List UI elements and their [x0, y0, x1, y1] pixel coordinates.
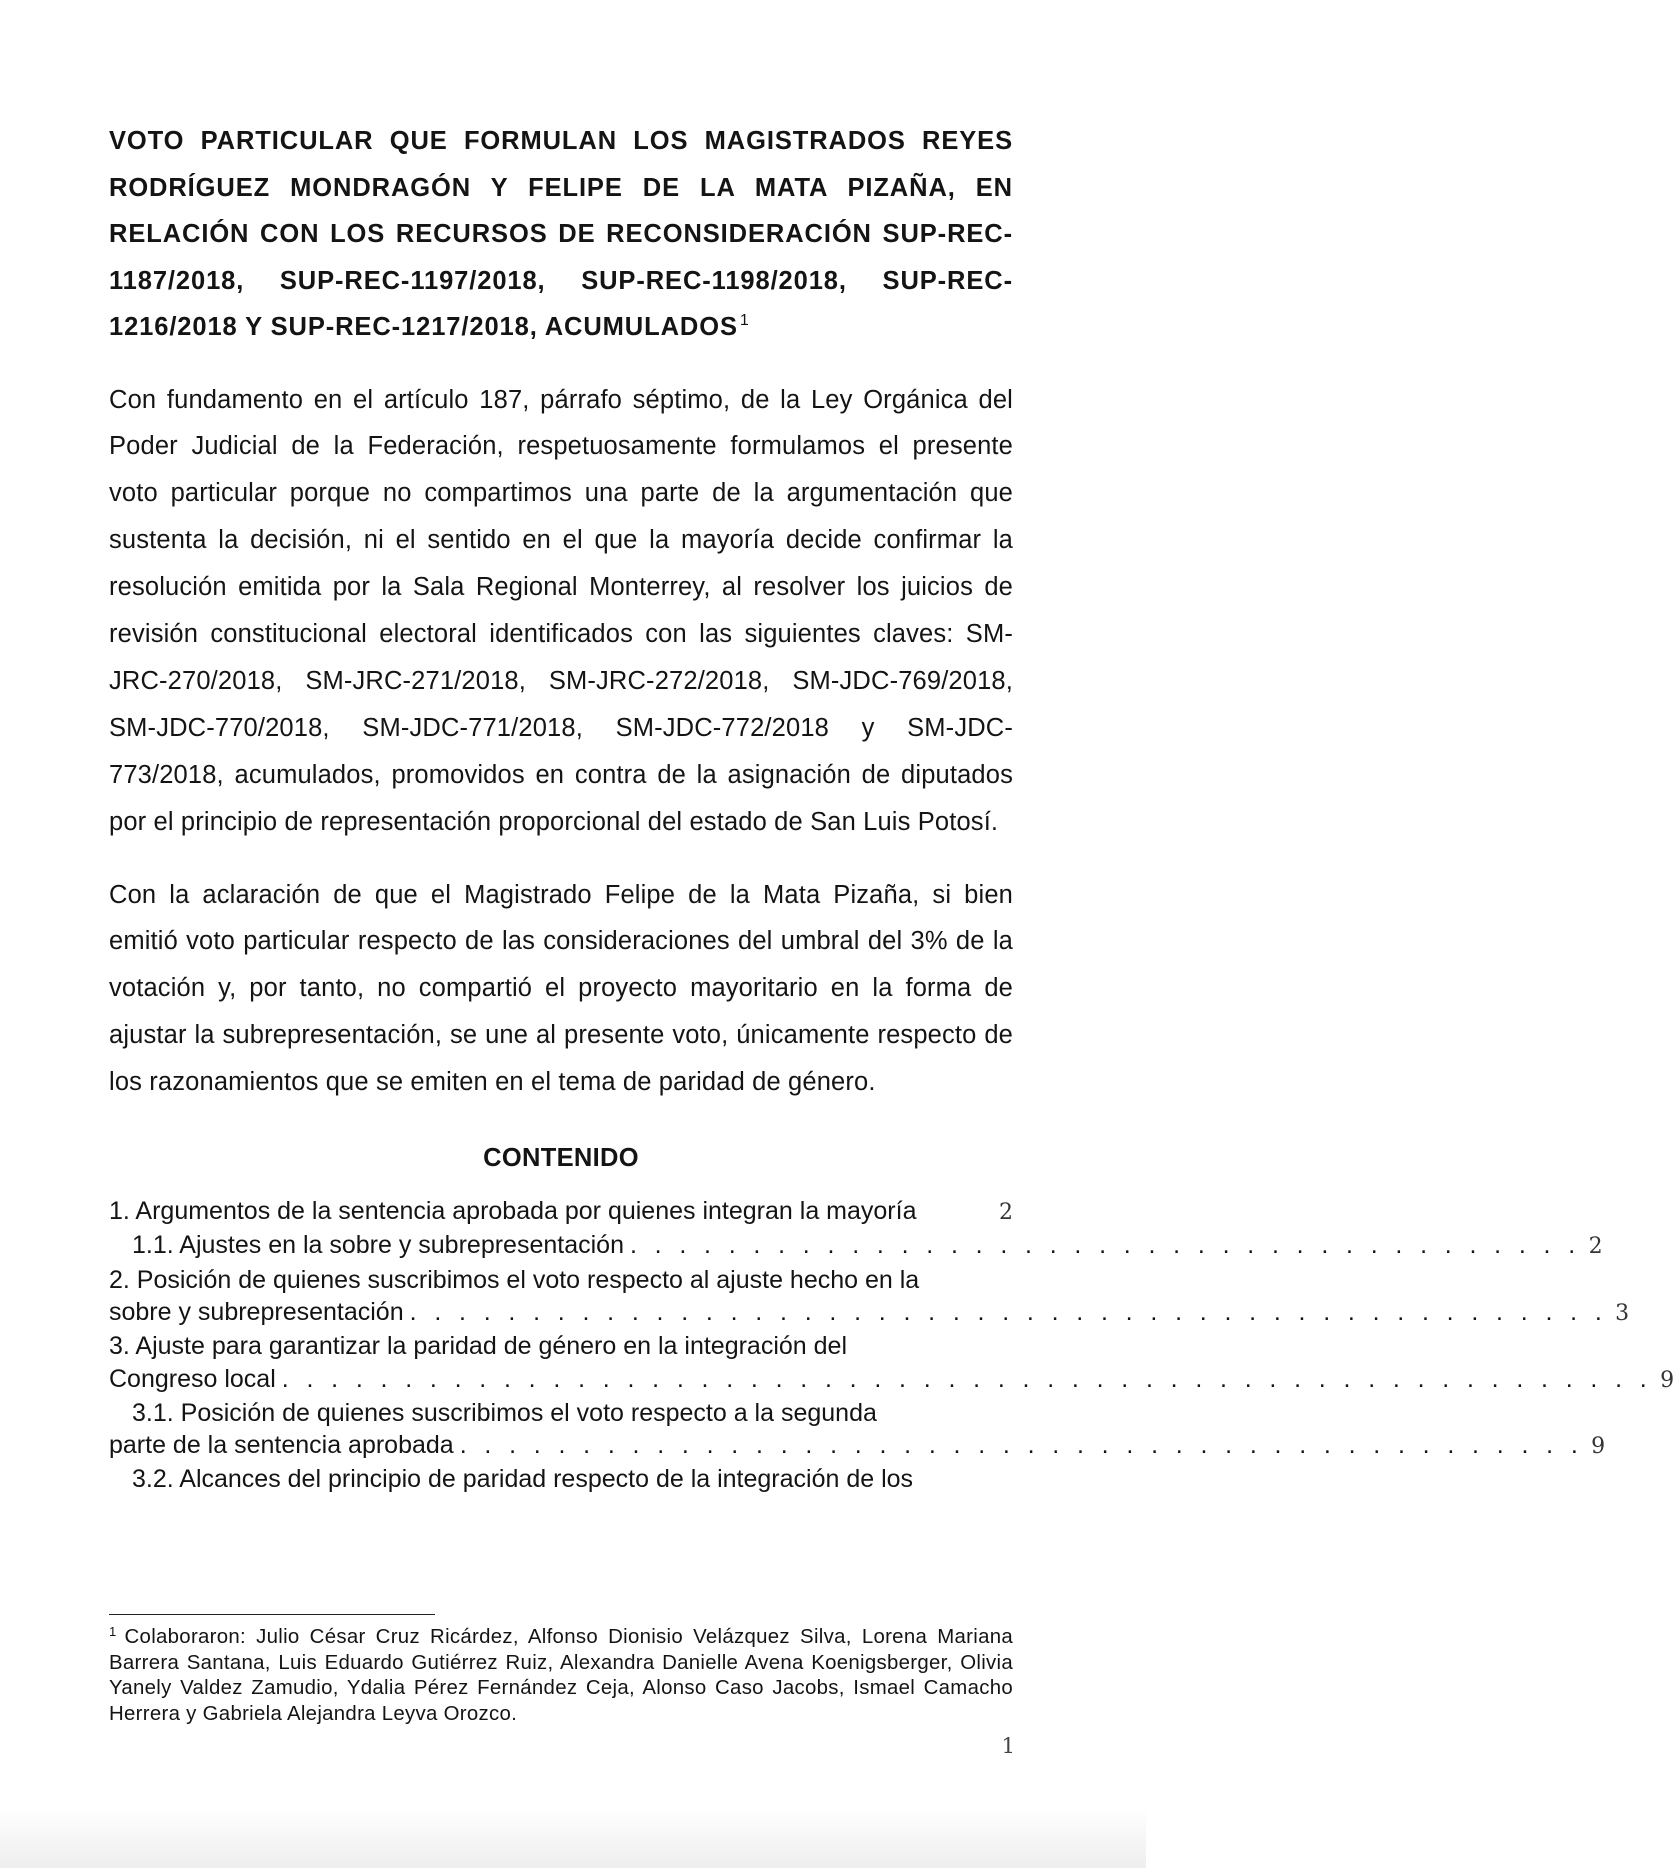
document-title-text: VOTO PARTICULAR QUE FORMULAN LOS MAGISTRADOS REYES RODRÍGUEZ MONDRAGÓN Y FELIPE DE LA MATA PIZAÑA, EN RELACIÓN CON LOS RECURSOS DE RECONSIDERACIÓN SUP-REC-1187/2018, SUP-REC-1197/2018, SUP-REC-1198/2018, SUP-REC-1216/2018 Y SUP-REC-1217/2018, ACUMULADOS: [109, 127, 1013, 341]
paragraph-clarification: Con la aclaración de que el Magistrado Felipe de la Mata Pizaña, si bien emitió voto particular respecto de las consideraciones del umbral del 3% de la votación y, por tanto, no compartió el proyecto mayoritario en la forma de ajustar la subrepresentación, se une al presente voto, únicamente respecto de los razonamientos que se emiten en el tema de paridad de género.: [109, 880, 1013, 1097]
toc-entry-3-2[interactable]: [109, 1463, 1013, 1495]
table-of-contents: [109, 1195, 1674, 1496]
footnote-marker: 1: [109, 1624, 117, 1639]
footnote: [109, 1625, 1013, 1727]
toc-entry-label: parte de la sentencia aprobada: [109, 1431, 454, 1460]
toc-leader-dots: . . . . . . . . . . . . . . . . . . . . . . . . . . . . . . . . . . . . . . . . . . . . . . . . . . . . . . . .: [281, 1364, 1653, 1393]
toc-entry-2[interactable]: [109, 1264, 1630, 1331]
toc-page-number: 9: [1591, 1434, 1606, 1460]
toc-entry-label: sobre y subrepresentación: [109, 1297, 404, 1326]
footnote-separator: [109, 1614, 435, 1615]
toc-page-number: 2: [999, 1200, 1013, 1226]
title-footnote-ref[interactable]: 1: [739, 312, 750, 329]
toc-entry-label-line: 3. Ajuste para garantizar la paridad de género en la integración del: [109, 1332, 848, 1361]
footnote-text: Colaboraron: Julio César Cruz Ricárdez, Alfonso Dionisio Velázquez Silva, Lorena Mariana Barrera Santana, Luis Eduardo Gutiérrez Ruiz, Alexandra Danielle Avena Koenigsberger, Olivia Yanely Valdez Zamudio, Ydalia Pérez Fernández Ceja, Alonso Caso Jacobs, Ismael Camacho Herrera y Gabriela Alejandra Leyva Orozco.: [109, 1626, 1013, 1725]
toc-entry-label-line: 3.1. Posición de quienes suscribimos el voto respecto a la segunda: [132, 1398, 877, 1427]
toc-entry-3-1[interactable]: [109, 1397, 1606, 1464]
paragraph-legal-basis: Con fundamento en el artículo 187, párrafo séptimo, de la Ley Orgánica del Poder Judicial de la Federación, respetuosamente formulamos el presente voto particular porque no compartimos una parte de la argumentación que sustenta la decisión, ni el sentido en el que la mayoría decide confirmar la resolución emitida por la Sala Regional Monterrey, al resolver los juicios de revisión constitucional electoral identificados con las siguientes claves: SM-JRC-270/2018, SM-JRC-271/2018, SM-JRC-272/2018, SM-JDC-769/2018, SM-JDC-770/2018, SM-JDC-771/2018, SM-JDC-772/2018 y SM-JDC-773/2018, acumulados, promovidos en contra de la asignación de diputados por el principio de representación proporcional del estado de San Luis Potosí.: [109, 385, 1013, 836]
toc-page-number: 3: [1615, 1300, 1630, 1326]
document-body: [109, 118, 1674, 1496]
toc-entry-label-line: 3.2. Alcances del principio de paridad respecto de la integración de los: [132, 1465, 914, 1494]
toc-entry-label: Congreso local: [109, 1364, 276, 1393]
toc-entry-3[interactable]: [109, 1330, 1674, 1397]
document-title: [109, 118, 1013, 351]
toc-entry-label-line: 2. Posición de quienes suscribimos el voto respecto al ajuste hecho en la: [109, 1265, 920, 1294]
toc-page-number: 2: [1588, 1234, 1603, 1260]
toc-page-number: 9: [1660, 1367, 1674, 1393]
toc-heading: CONTENIDO: [483, 1144, 639, 1173]
toc-leader-dots: . . . . . . . . . . . . . . . . . . . . . . . . . . . . . . . . . . . . . . .: [629, 1231, 1581, 1260]
toc-leader-dots: . . . . . . . . . . . . . . . . . . . . . . . . . . . . . . . . . . . . . . . . . . . . . . . . .: [409, 1297, 1608, 1326]
toc-entry-label: 1. Argumentos de la sentencia aprobada por quienes integran la mayoría: [109, 1197, 917, 1226]
page-bottom-edge: [0, 1808, 1146, 1868]
toc-leader-dots: . . . . . . . . . . . . . . . . . . . . . . . . . . . . . . . . . . . . . . . . . . . . . .: [459, 1431, 1584, 1460]
toc-entry-1-1[interactable]: [109, 1229, 1603, 1263]
toc-entry-label: 1.1. Ajustes en la sobre y subrepresentación: [132, 1231, 624, 1260]
toc-entry-1[interactable]: [109, 1195, 1013, 1229]
page-number: 1: [1001, 1734, 1015, 1758]
